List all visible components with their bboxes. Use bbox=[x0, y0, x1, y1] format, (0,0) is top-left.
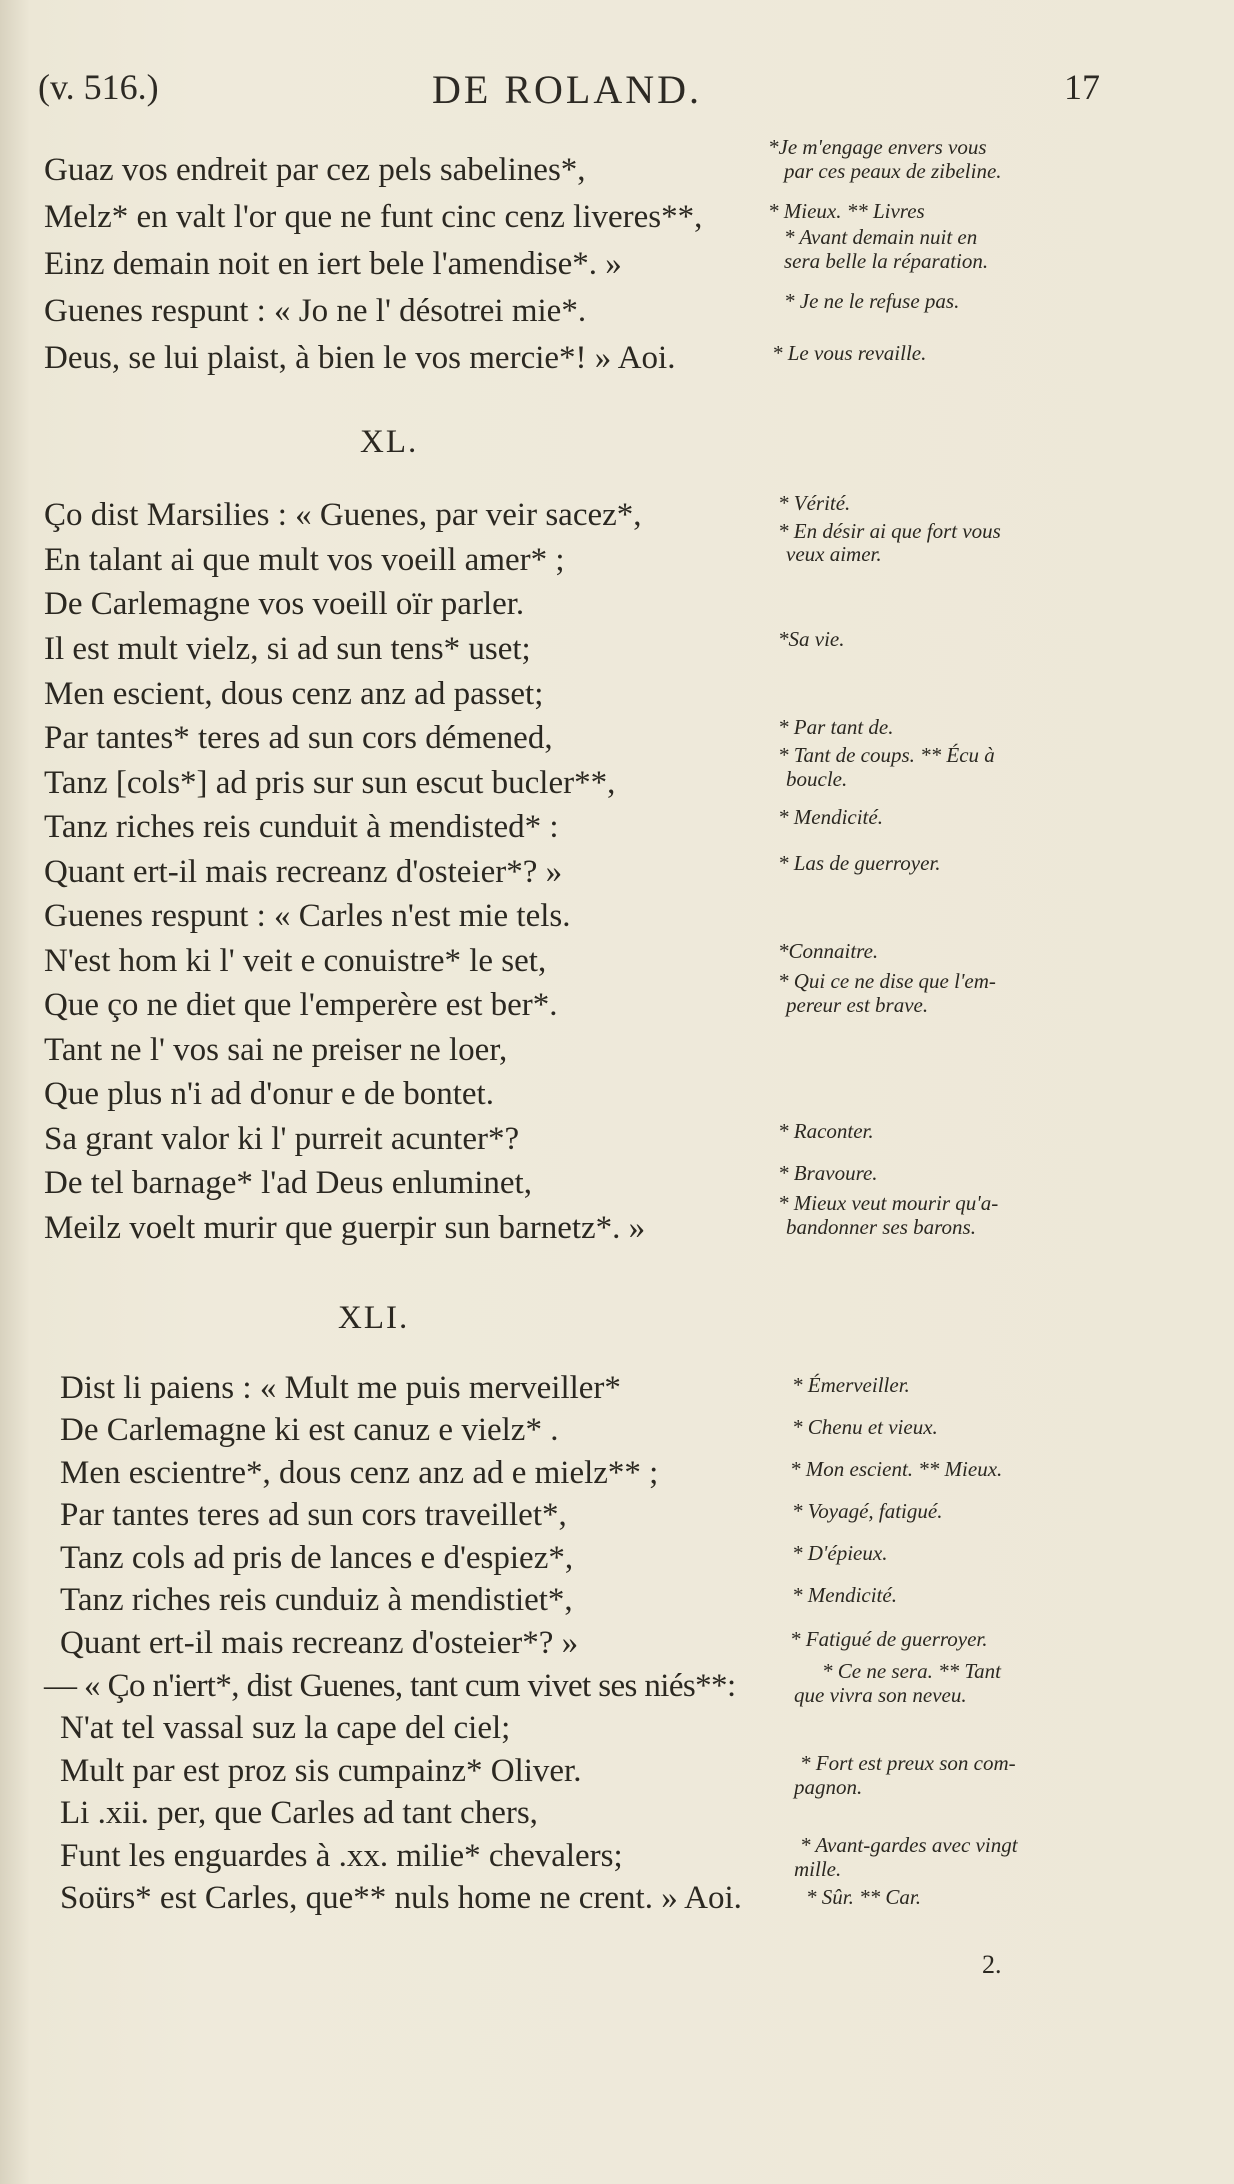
footnote: * Fatigué de guerroyer. bbox=[790, 1627, 988, 1651]
verse-line: Melz* en valt l'or que ne funt cinc cenz liveres**, bbox=[44, 199, 703, 235]
footnote: * Raconter. bbox=[778, 1119, 874, 1143]
verse-line: Tanz [cols*] ad pris sur sun escut bucler**, bbox=[44, 765, 616, 801]
verse-line: — « Ço n'iert*, dist Guenes, tant cum vivet ses niés**: bbox=[44, 1668, 736, 1704]
verse-line: De Carlemagne vos voeill oïr parler. bbox=[44, 586, 525, 622]
verse-line: Tanz riches reis cunduit à mendisted* : bbox=[44, 809, 559, 845]
verse-line: Quant ert-il mais recreanz d'osteier*? » bbox=[44, 854, 563, 890]
verse-line: Guenes respunt : « Carles n'est mie tels. bbox=[44, 898, 571, 934]
verse-line: Soürs* est Carles, que** nuls home ne crent. » Aoi. bbox=[60, 1880, 742, 1916]
footnote: pagnon. bbox=[794, 1775, 863, 1799]
stanza-title-xli: XLI. bbox=[338, 1300, 410, 1336]
footnote: * Le vous revaille. bbox=[772, 341, 927, 365]
footnote: * Mendicité. bbox=[792, 1583, 897, 1607]
footnote: sera belle la réparation. bbox=[784, 249, 989, 273]
footnote: * Fort est preux son com- bbox=[800, 1751, 1016, 1775]
verse-line: Guaz vos endreit par cez pels sabelines*, bbox=[44, 152, 586, 188]
footnote: * D'épieux. bbox=[792, 1541, 888, 1565]
footnote: * Mieux. ** Livres bbox=[768, 199, 925, 223]
verse-line: Que plus n'i ad d'onur e de bontet. bbox=[44, 1076, 494, 1112]
footnote: * Mendicité. bbox=[778, 805, 883, 829]
verse-line: Tanz cols ad pris de lances e d'espiez*, bbox=[60, 1540, 574, 1576]
verse-line: Einz demain noit en iert bele l'amendise*. » bbox=[44, 246, 622, 282]
verse-line: Que ço ne diet que l'emperère est ber*. bbox=[44, 987, 558, 1023]
verse-line: Guenes respunt : « Jo ne l' désotrei mie*. bbox=[44, 293, 587, 329]
footnote: * Mieux veut mourir qu'a- bbox=[778, 1191, 999, 1215]
verse-line: Meilz voelt murir que guerpir sun barnetz*. » bbox=[44, 1210, 646, 1246]
footnote: mille. bbox=[794, 1857, 842, 1881]
footnote: que vivra son neveu. bbox=[794, 1683, 967, 1707]
footnote: * Sûr. ** Car. bbox=[806, 1885, 921, 1909]
footnote: *Connaitre. bbox=[778, 939, 879, 963]
verse-line: Li .xii. per, que Carles ad tant chers, bbox=[60, 1795, 538, 1831]
footnote: bandonner ses barons. bbox=[786, 1215, 976, 1239]
footnote: boucle. bbox=[786, 767, 848, 791]
verse-line: Mult par est proz sis cumpainz* Oliver. bbox=[60, 1753, 582, 1789]
verse-line: Men escientre*, dous cenz anz ad e mielz** ; bbox=[60, 1455, 659, 1491]
footnote: * Qui ce ne dise que l'em- bbox=[778, 969, 996, 993]
signature-mark: 2. bbox=[982, 1950, 1002, 1979]
footnote: * Tant de coups. ** Écu à bbox=[778, 743, 995, 767]
verse-line: Tanz riches reis cunduiz à mendistiet*, bbox=[60, 1582, 573, 1618]
verse-line: Quant ert-il mais recreanz d'osteier*? » bbox=[60, 1625, 579, 1661]
header-verse-ref: (v. 516.) bbox=[38, 67, 159, 107]
footnote: * Vérité. bbox=[778, 491, 851, 515]
footnote: par ces peaux de zibeline. bbox=[784, 159, 1002, 183]
footnote: * Ce ne sera. ** Tant bbox=[822, 1659, 1001, 1683]
verse-line: Par tantes teres ad sun cors traveillet*, bbox=[60, 1497, 567, 1533]
footnote: * Émerveiller. bbox=[792, 1373, 910, 1397]
footnote: * Voyagé, fatigué. bbox=[792, 1499, 943, 1523]
verse-line: Deus, se lui plaist, à bien le vos mercie*! » Aoi. bbox=[44, 340, 676, 376]
verse-line: Tant ne l' vos sai ne preiser ne loer, bbox=[44, 1032, 508, 1068]
footnote: * Avant demain nuit en bbox=[784, 225, 978, 249]
footnote: veux aimer. bbox=[786, 542, 882, 566]
footnote: *Sa vie. bbox=[778, 627, 845, 651]
verse-line: Funt les enguardes à .xx. milie* chevalers; bbox=[60, 1838, 623, 1874]
footnote: * Je ne le refuse pas. bbox=[784, 289, 960, 313]
footnote: * Mon escient. ** Mieux. bbox=[790, 1457, 1003, 1481]
verse-line: Sa grant valor ki l' purreit acunter*? bbox=[44, 1121, 520, 1157]
verse-line: Par tantes* teres ad sun cors démened, bbox=[44, 720, 553, 756]
footnote: * En désir ai que fort vous bbox=[778, 519, 1001, 543]
verse-line: Dist li paiens : « Mult me puis merveiller* bbox=[60, 1370, 621, 1406]
verse-line: Ço dist Marsilies : « Guenes, par veir sacez*, bbox=[44, 497, 642, 533]
footnote: * Avant-gardes avec vingt bbox=[800, 1833, 1018, 1857]
header-page-number: 17 bbox=[1064, 67, 1100, 107]
stanza-title-xl: XL. bbox=[360, 424, 419, 460]
verse-line: N'at tel vassal suz la cape del ciel; bbox=[60, 1710, 511, 1746]
footnote: * Chenu et vieux. bbox=[792, 1415, 938, 1439]
verse-line: De Carlemagne ki est canuz e vielz* . bbox=[60, 1412, 559, 1448]
footnote: * Par tant de. bbox=[778, 715, 894, 739]
footnote: * Bravoure. bbox=[778, 1161, 878, 1185]
verse-line: N'est hom ki l' veit e conuistre* le set, bbox=[44, 943, 547, 979]
footnote: *Je m'engage envers vous bbox=[768, 135, 987, 159]
verse-line: En talant ai que mult vos voeill amer* ; bbox=[44, 542, 565, 578]
verse-line: De tel barnage* l'ad Deus enluminet, bbox=[44, 1165, 532, 1201]
verse-line: Il est mult vielz, si ad sun tens* uset; bbox=[44, 631, 531, 667]
footnote: pereur est brave. bbox=[786, 993, 929, 1017]
header-title: DE ROLAND. bbox=[432, 67, 702, 112]
footnote: * Las de guerroyer. bbox=[778, 851, 941, 875]
verse-line: Men escient, dous cenz anz ad passet; bbox=[44, 676, 544, 712]
